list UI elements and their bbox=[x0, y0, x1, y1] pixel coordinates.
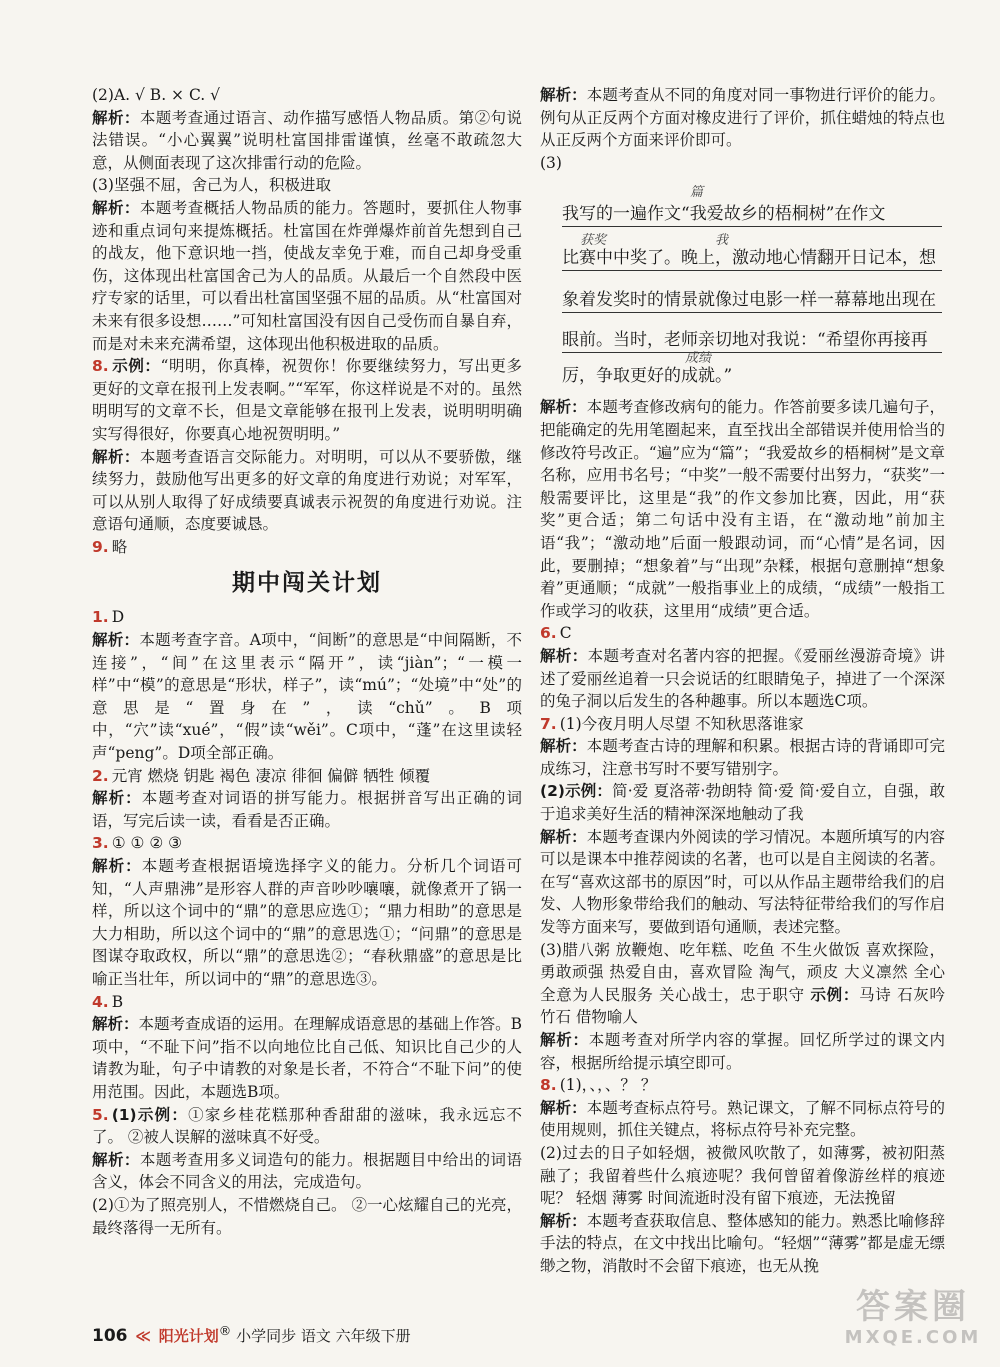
analysis-text: 本题考查语言交际能力。对明明，可以从不要骄傲，继续努力，鼓励他写出更多的好文章的角度进行劝说；对军军，可以从别人取得了好成绩要真诚表示祝贺的角度进行劝说。注意语句通顺，态度要诚恳。 bbox=[92, 447, 522, 534]
answer-text: (1)今夜月明人尽望 不知秋思落谁家 bbox=[559, 714, 804, 733]
section-title: 期中闯关计划 bbox=[232, 570, 382, 597]
watermark-bottom: MXQE.COM bbox=[844, 1327, 982, 1348]
analysis-label: 解析： bbox=[540, 1211, 587, 1230]
analysis-text: 本题考查古诗的理解和积累。根据古诗的背诵即可完成练习，注意书写时不要写错别字。 bbox=[540, 737, 945, 778]
analysis-label: 解析： bbox=[540, 827, 587, 846]
example-label: (2)示例： bbox=[540, 782, 613, 801]
answer-text: (3)腊八粥 放鞭炮、吃年糕、吃鱼 不生火做饭 喜欢探险，勇敢顽强 热爱自由，喜欢冒险 淘气，顽皮 大义凛然 全心全意为人民服务 关心战士，忠于职守 bbox=[540, 940, 945, 1004]
analysis-text: 本题考查根据语境选择字义的能力。分析几个词语可知，“人声鼎沸”是形容人群的声音吵吵嚷嚷，就像煮开了锅一样，所以这个词中的“鼎”的意思应选①；“鼎力相助”的意思是大力相助，所以这个词中的“鼎”的意思选①；“问鼎”的意思是图谋夺取政权，所以“鼎”的意思选②；“春秋鼎盛”的意思是比喻正当壮年，所以词中的“鼎”的意思选③。 bbox=[92, 857, 522, 988]
correction-mark: 篇 bbox=[690, 185, 704, 201]
brand-name: 阳光计划 bbox=[158, 1327, 219, 1345]
analysis bbox=[540, 1097, 945, 1142]
page-footer bbox=[92, 1323, 411, 1346]
analysis-text: 本题考查对词语的拼写能力。根据拼音写出正确的词语，写完后读一读，看看是否正确。 bbox=[92, 789, 522, 830]
answer-line: (3) bbox=[540, 153, 562, 172]
analysis-text: 本题考查修改病句的能力。作答前要多读几遍句子，把能确定的先用笔圈起来，直至找出全部错误并使用恰当的修改符号改正。“遍”应为“篇”；“我爱故乡的梧桐树”是文章名称，应用书名号；“中奖”一般不需要付出努力，“获奖”一般需要评比，这里是“我”的作文参加比赛，因此，用“获奖”更合适；第二句话中没有主语，在“激动地”前加主语“我”；“激动地”后面一般跟动词，而“心情”是名词，因此，要删掉；“想象着”与“出现”杂糅，根据句意删掉“想象着”更通顺；“成就”一般指事业上的成绩，“成绩”一般指工作或学习的收获，这里用“成绩”更合适。 bbox=[540, 398, 945, 620]
answer-text: ① ① ② ③ bbox=[111, 834, 183, 853]
answer-line bbox=[540, 780, 945, 825]
question-1 bbox=[92, 606, 522, 629]
analysis-label: 解析： bbox=[92, 857, 142, 875]
correction-line: 厉，争取更好的成就。” bbox=[562, 366, 733, 387]
analysis bbox=[540, 84, 945, 152]
question-number: 5. bbox=[92, 1105, 109, 1124]
underline bbox=[562, 226, 942, 227]
analysis-text: 本题考查通过语言、动作描写感悟人物品质。第②句说法错误。“小心翼翼”说明杜富国排雷谨慎，丝毫不敢疏忽大意，从侧面表现了这次排雷行动的危险。 bbox=[92, 108, 522, 172]
analysis-text: 本题考查课内外阅读的学习情况。本题所填写的内容可以是课本中推荐阅读的名著，也可以是自主阅读的名著。在写“喜欢这部书的原因”时，可以从作品主题带给我们的启发、人物形象带给我们的触动、写法特征带给我们的写作启发等方面来写，要做到语句通顺，表述完整。 bbox=[540, 827, 945, 937]
analysis bbox=[540, 1210, 945, 1278]
analysis-label: 解析： bbox=[540, 1098, 587, 1117]
correction-line: 比赛中中奖了。晚上，激动地心情翻开日记本，想 bbox=[562, 248, 936, 269]
analysis-text: 本题考查获取信息、整体感知的能力。熟悉比喻修辞手法的特点，在文中找出比喻句。“轻烟”“薄雾”都是虚无缥缈之物，消散时不会留下痕迹，也无从挽 bbox=[540, 1211, 945, 1275]
question-number: 8. bbox=[540, 1076, 557, 1095]
question-number: 8. bbox=[92, 357, 109, 376]
analysis bbox=[92, 787, 522, 832]
answer-text: B bbox=[111, 992, 124, 1011]
question-number: 2. bbox=[92, 766, 109, 785]
example-label: 示例： bbox=[111, 357, 161, 376]
correction-line: 我写的一遍作文“我爱故乡的梧桐树”在作文 bbox=[562, 204, 886, 225]
analysis bbox=[540, 645, 945, 713]
page-number: 106 bbox=[92, 1326, 128, 1346]
analysis-text: 本题考查对所学内容的掌握。回忆所学过的课文内容，根据所给提示填空即可。 bbox=[540, 1031, 945, 1072]
analysis bbox=[92, 197, 522, 355]
analysis bbox=[540, 826, 945, 939]
question-3 bbox=[92, 832, 522, 855]
answer-text: “明明，你真棒，祝贺你！你要继续努力，写出更多更好的文章在报刊上发表啊。”“军军，你这样说是不对的。虽然明明写的文章不长，但是文章能够在报刊上发表，说明明明确实写得很好，你要真心地祝贺明明。” bbox=[92, 357, 522, 443]
correction-line: 象着发奖时的情景就像过电影一样一幕幕地出现在 bbox=[562, 290, 936, 311]
question-number: 6. bbox=[540, 624, 557, 643]
example-label: (1)示例： bbox=[111, 1105, 189, 1124]
analysis-label: 解析： bbox=[540, 1031, 589, 1049]
analysis-text: 本题考查成语的运用。在理解成语意思的基础上作答。B项中，“不耻下问”指不以向地位比自己低、知识比自己少的人请教为耻，句子中请教的对象是长者，不符合“不耻下问”的使用范围。因此，本题选B项。 bbox=[92, 1015, 522, 1101]
analysis bbox=[92, 1013, 522, 1103]
handwritten-correction-block bbox=[540, 180, 945, 390]
analysis-label: 解析： bbox=[92, 108, 140, 127]
question-2 bbox=[92, 765, 522, 788]
question-number: 9. bbox=[92, 537, 109, 556]
answer-line: (2)过去的日子如轻烟，被微风吹散了，如薄雾，被初阳蒸融了；我留着些什么痕迹呢？我何曾留着像游丝样的痕迹呢？ 轻烟 薄雾 时间流逝时没有留下痕迹，无法挽留 bbox=[540, 1143, 945, 1208]
analysis-label: 解析： bbox=[92, 447, 140, 466]
analysis-label: 解析： bbox=[92, 1015, 139, 1034]
right-column bbox=[540, 84, 945, 1278]
answer-line: (3)坚强不屈，舍己为人，积极进取 bbox=[92, 176, 331, 195]
analysis-text: 本题考查对名著内容的把握。《爱丽丝漫游奇境》讲述了爱丽丝追着一只会说话的红眼睛兔子，掉进了一个深深的兔子洞以后发生的各种趣事。所以本题选C项。 bbox=[540, 646, 945, 711]
answer-text: C bbox=[559, 624, 572, 643]
underline bbox=[562, 270, 942, 271]
watermark-logo bbox=[838, 1287, 988, 1357]
underline bbox=[562, 312, 942, 313]
analysis bbox=[92, 629, 522, 765]
analysis bbox=[92, 446, 522, 536]
analysis bbox=[92, 107, 522, 175]
analysis-label: 解析： bbox=[540, 398, 587, 417]
registered-mark: ® bbox=[218, 1323, 232, 1338]
double-chevron-icon: ≪ bbox=[135, 1327, 151, 1345]
analysis-text: 本题考查用多义词造句的能力。根据题目中给出的词语含义，体会不同含义的用法，完成造句。 bbox=[92, 1150, 522, 1192]
question-number: 4. bbox=[92, 992, 109, 1011]
correction-line: 眼前。当时，老师亲切地对我说：“希望你再接再 bbox=[562, 330, 928, 351]
correction-mark: 获奖 bbox=[580, 233, 607, 249]
question-8 bbox=[92, 355, 522, 445]
question-7 bbox=[540, 713, 945, 736]
answer-text: 元宵 燃烧 钥匙 褐色 凄凉 徘徊 偏僻 牺牲 倾覆 bbox=[111, 766, 431, 785]
analysis bbox=[540, 396, 945, 622]
watermark-top: 答案圈 bbox=[856, 1287, 970, 1327]
correction-mark: 成绩 bbox=[685, 351, 712, 367]
question-9 bbox=[92, 536, 522, 559]
analysis-label: 解析： bbox=[92, 631, 140, 650]
analysis-label: 解析： bbox=[540, 646, 588, 665]
analysis-label: 解析： bbox=[92, 198, 140, 217]
book-series: 小学同步 语文 六年级下册 bbox=[236, 1327, 411, 1345]
answer-text: 简·爱 夏洛蒂·勃朗特 简·爱 简·爱自立，自强，敢于追求美好生活的精神深深地触动了我 bbox=[540, 782, 946, 824]
question-number: 1. bbox=[92, 608, 109, 627]
question-6 bbox=[540, 622, 945, 645]
analysis-text: 本题考查字音。A项中，“间断”的意思是“中间隔断，不连接”，“间”在这里表示“隔开”，读“jiàn”；“一模一样”中“模”的意思是“形状，样子”，读“mú”；“处境”中“处”的意思是“置身在”，读“chǔ”。B项中，“穴”读“xué”，“假”读“wěi”。C项中，“蓬”在这里读轻声“peng”。D项全部正确。 bbox=[92, 631, 522, 763]
analysis bbox=[92, 855, 522, 991]
answer-line bbox=[540, 939, 945, 1029]
analysis-text: 本题考查概括人物品质的能力。答题时，要抓住人物事迹和重点词句来提炼概括。杜富国在炸弹爆炸前首先想到自己的战友，他下意识地一挡，使战友幸免于难，而自己却身受重伤，这体现出杜富国舍己为人的品质。从最后一个自然段中医疗专家的话里，可以看出杜富国坚强不屈的品质。从“杜富国对未来有很多设想……”可知杜富国没有因自己受伤而自暴自弃，而是对未来充满希望，这体现出他积极进取的品质。 bbox=[92, 198, 522, 353]
question-number: 7. bbox=[540, 714, 557, 733]
left-column bbox=[92, 84, 522, 1239]
analysis-label: 解析： bbox=[92, 789, 142, 808]
answer-text: 略 bbox=[111, 537, 128, 556]
analysis-text: 本题考查从不同的角度对同一事物进行评价的能力。例句从正反两个方面对橡皮进行了评价，抓住蜡烛的特点也从正反两个方面来评价即可。 bbox=[540, 86, 945, 150]
answer-text: 马诗 石灰吟 竹石 借物喻人 bbox=[540, 985, 945, 1027]
underline bbox=[562, 352, 942, 353]
answer-text: D bbox=[111, 608, 125, 627]
analysis-text: 本题考查标点符号。熟记课文，了解不同标点符号的使用规则，抓住关键点，将标点符号补充完整。 bbox=[540, 1098, 945, 1140]
question-4 bbox=[92, 991, 522, 1014]
analysis bbox=[540, 735, 945, 780]
question-5 bbox=[92, 1104, 522, 1149]
question-8-right bbox=[540, 1074, 945, 1097]
answer-text: ①家乡桂花糕那种香甜甜的滋味，我永远忘不了。 ②被人误解的滋味真不好受。 bbox=[92, 1105, 523, 1147]
question-number: 3. bbox=[92, 834, 109, 853]
example-label: 示例： bbox=[810, 985, 860, 1004]
analysis-label: 解析： bbox=[540, 737, 587, 756]
answer-text: (1)，、，、？ ？ bbox=[559, 1076, 657, 1095]
analysis bbox=[92, 1149, 522, 1194]
answer-line: (2)①为了照亮别人，不惜燃烧自己。 ②一心炫耀自己的光亮，最终落得一无所有。 bbox=[92, 1195, 522, 1237]
analysis-label: 解析： bbox=[92, 1150, 140, 1169]
analysis bbox=[540, 1029, 945, 1074]
analysis-label: 解析： bbox=[540, 86, 587, 104]
answer-line: (2)A. √ B. × C. √ bbox=[92, 86, 221, 104]
correction-mark: 我 bbox=[715, 233, 729, 249]
